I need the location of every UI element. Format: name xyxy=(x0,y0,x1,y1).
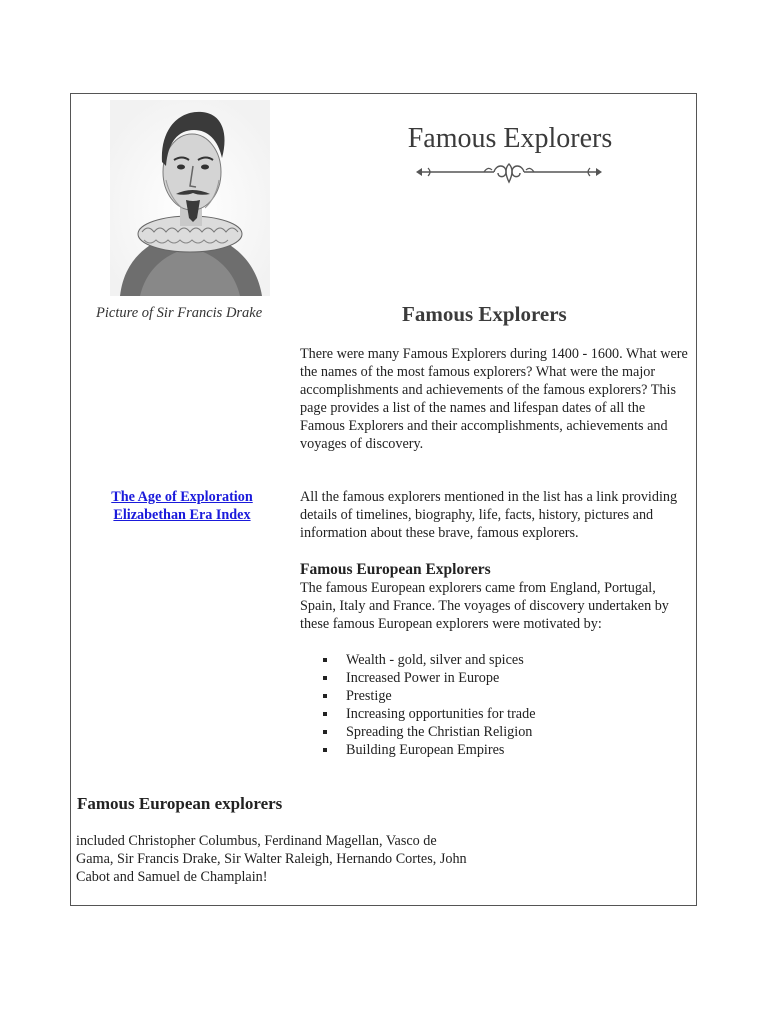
bullet-square-icon xyxy=(323,676,327,680)
european-explorers-heading: Famous European Explorers xyxy=(300,561,491,578)
list-item xyxy=(320,669,536,687)
motivation-text: Increased Power in Europe xyxy=(346,670,500,686)
scroll-divider-icon xyxy=(414,160,604,186)
european-explorers-paragraph: The famous European explorers came from England, Portugal, Spain, Italy and France. The voyages of discovery undertaken by these famous European explorers were motivated by: xyxy=(300,580,669,632)
bullet-square-icon xyxy=(323,748,327,752)
page-title: Famous Explorers xyxy=(407,123,613,154)
bullet-square-icon xyxy=(323,712,327,716)
intro-paragraph: There were many Famous Explorers during 1400 - 1600. What were the names of the most famous explorers? What were the major accomplishments and achievements of the famous explorers? This page provides a list of the names and lifespan dates of all the Famous Explorers and their accomplishments, achievements and voyages of discovery. xyxy=(300,346,688,452)
motivation-text: Wealth - gold, silver and spices xyxy=(346,652,524,668)
motivation-text: Spreading the Christian Religion xyxy=(346,724,533,740)
links-description-paragraph: All the famous explorers mentioned in the list has a link providing details of timelines, biography, life, facts, history, pictures and information about these brave, famous explorers. xyxy=(300,489,678,541)
list-item xyxy=(320,687,536,705)
list-item xyxy=(320,651,536,669)
elizabethan-era-index-link[interactable]: Elizabethan Era Index xyxy=(113,507,251,523)
section-title: Famous Explorers xyxy=(402,302,567,326)
portrait-image xyxy=(110,100,270,296)
bottom-heading: Famous European explorers xyxy=(77,794,283,813)
bullet-square-icon xyxy=(323,658,327,662)
list-item xyxy=(320,741,536,759)
list-item xyxy=(320,723,536,741)
portrait-caption: Picture of Sir Francis Drake xyxy=(96,305,263,321)
bullet-square-icon xyxy=(323,694,327,698)
age-of-exploration-link[interactable]: The Age of Exploration xyxy=(111,489,253,505)
bottom-paragraph: included Christopher Columbus, Ferdinand Magellan, Vasco de Gama, Sir Francis Drake, Sir Walter Raleigh, Hernando Cortes, John Cabot and Samuel de Champlain! xyxy=(76,833,467,885)
motivation-text: Increasing opportunities for trade xyxy=(346,706,536,722)
motivation-text: Prestige xyxy=(346,688,392,704)
list-item xyxy=(320,705,536,723)
motivations-list xyxy=(320,651,536,759)
nav-links xyxy=(100,488,264,524)
bullet-square-icon xyxy=(323,730,327,734)
motivation-text: Building European Empires xyxy=(346,742,505,758)
